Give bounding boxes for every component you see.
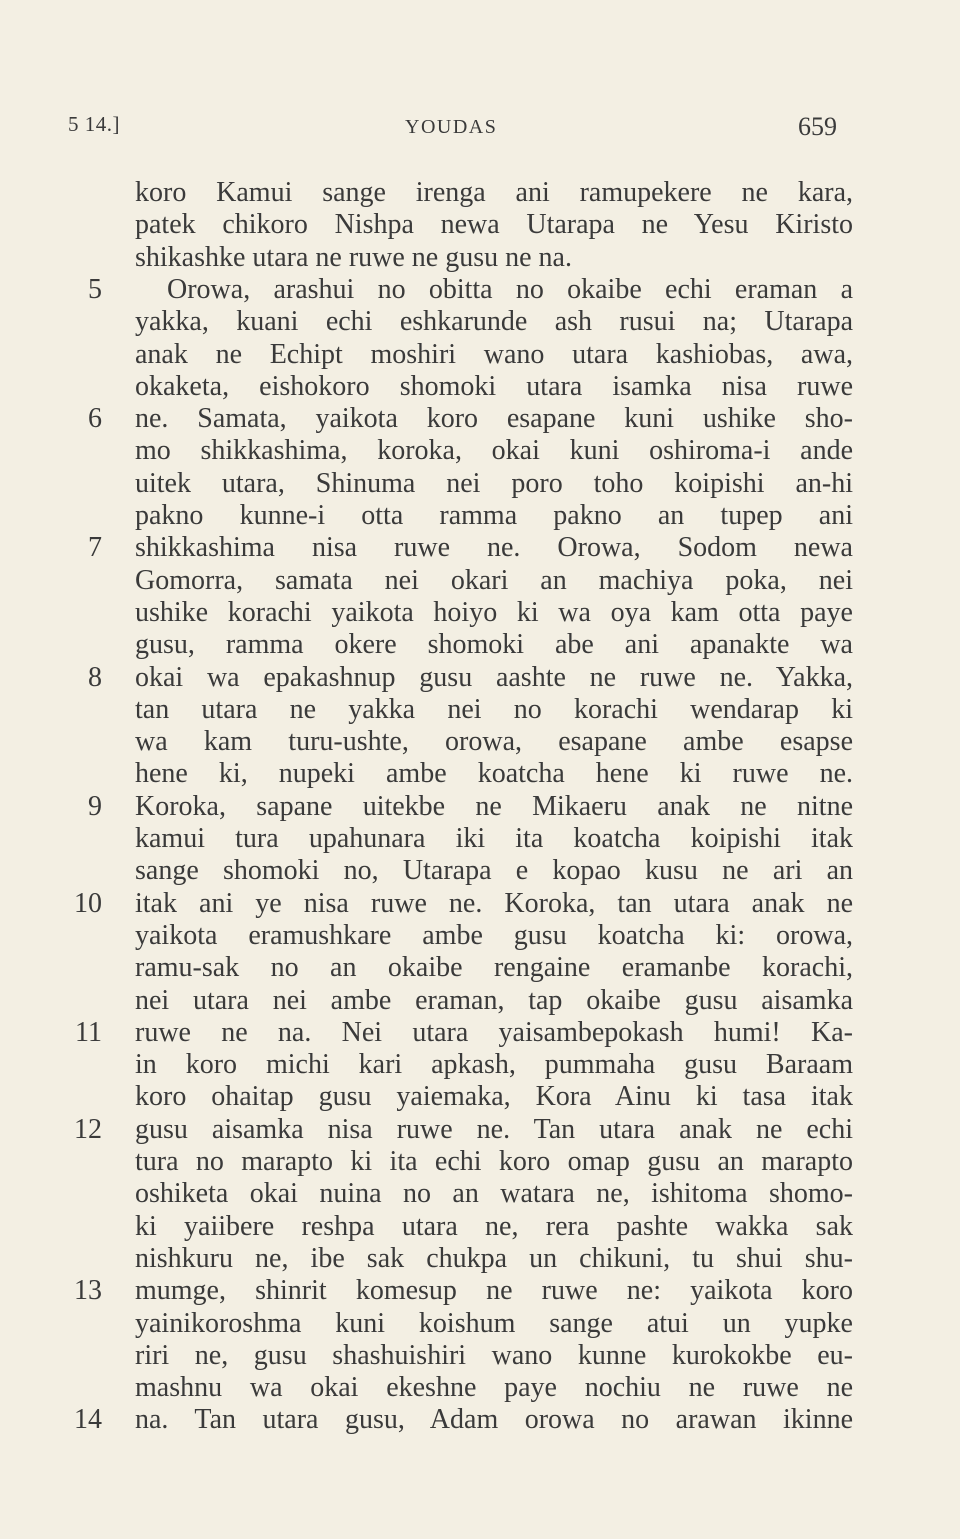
line-text: in koro michi kari apkash, pummaha gusu Baraam xyxy=(135,1049,853,1081)
text-line xyxy=(0,241,960,274)
line-text: na. Tan utara gusu, Adam orowa no arawan ikinne xyxy=(135,1404,853,1436)
line-text: itak ani ye nisa ruwe ne. Koroka, tan utara anak ne xyxy=(135,887,853,919)
text-line xyxy=(0,596,960,629)
line-text: gusu aisamka nisa ruwe ne. Tan utara anak ne echi xyxy=(135,1113,853,1145)
text-line xyxy=(0,531,960,564)
text-line xyxy=(0,1403,960,1436)
line-text: ramu-sak no an okaibe rengaine eramanbe korachi, xyxy=(135,952,853,984)
page-number: 659 xyxy=(798,112,837,141)
line-text: hene ki, nupeki ambe koatcha hene ki ruwe ne. xyxy=(135,758,853,790)
verse-number: 12 xyxy=(74,1113,102,1145)
text-line xyxy=(0,370,960,403)
text-line xyxy=(0,305,960,338)
verse-number: 6 xyxy=(88,403,102,435)
line-text: koro Kamui sange irenga ani ramupekere ne kara, xyxy=(135,177,853,208)
line-text: Gomorra, samata nei okari an machiya poka, nei xyxy=(135,564,853,596)
line-text: wa kam turu-ushte, orowa, esapane ambe esapse xyxy=(135,726,853,758)
line-text: oshiketa okai nuina no an watara ne, ishitoma shomo- xyxy=(135,1178,853,1210)
line-text: yakka, kuani echi eshkarunde ash rusui na; Utarapa xyxy=(135,306,853,338)
text-line xyxy=(0,1145,960,1178)
text-line xyxy=(0,661,960,694)
line-text: uitek utara, Shinuma nei poro toho koipishi an-hi xyxy=(135,467,853,499)
text-line xyxy=(0,757,960,790)
line-text: patek chikoro Nishpa newa Utarapa ne Yesu Kiristo xyxy=(135,209,853,241)
line-text: riri ne, gusu shashuishiri wano kunne kurokokbe eu- xyxy=(135,1339,853,1371)
line-text: nei utara nei ambe eraman, tap okaibe gusu aisamka xyxy=(135,984,853,1016)
text-line xyxy=(0,273,960,306)
text-line xyxy=(0,951,960,984)
running-title: YOUDAS xyxy=(405,116,498,138)
text-line xyxy=(0,725,960,758)
text-line xyxy=(0,1016,960,1049)
line-text: gusu, ramma okere shomoki abe ani apanakte wa xyxy=(135,629,853,661)
line-text: anak ne Echipt moshiri wano utara kashiobas, awa, xyxy=(135,338,853,370)
text-line xyxy=(0,822,960,855)
text-line xyxy=(0,467,960,500)
text-line xyxy=(0,1371,960,1404)
line-text: ruwe ne na. Nei utara yaisambepokash humi! Ka- xyxy=(135,1016,853,1048)
line-text: shikashke utara ne ruwe ne gusu ne na. xyxy=(135,241,572,273)
text-line xyxy=(0,790,960,823)
line-text: koro ohaitap gusu yaiemaka, Kora Ainu ki tasa itak xyxy=(135,1081,853,1113)
line-text: ne. Samata, yaikota koro esapane kuni ushike sho- xyxy=(135,403,853,435)
line-text: nishkuru ne, ibe sak chukpa un chikuni, tu shui shu- xyxy=(135,1242,853,1274)
text-line xyxy=(0,1210,960,1243)
line-text: tan utara ne yakka nei no korachi wendarap ki xyxy=(135,693,853,725)
verse-number: 13 xyxy=(74,1275,102,1307)
line-text: tura no marapto ki ita echi koro omap gusu an marapto xyxy=(135,1146,853,1177)
line-text: Koroka, sapane uitekbe ne Mikaeru anak ne nitne xyxy=(135,790,853,822)
verse-number: 11 xyxy=(75,1016,102,1048)
verse-number: 14 xyxy=(74,1404,102,1436)
line-text: mashnu wa okai ekeshne paye nochiu ne ruwe ne xyxy=(135,1372,853,1404)
text-line xyxy=(0,984,960,1017)
text-line xyxy=(0,434,960,467)
text-line xyxy=(0,338,960,371)
text-line xyxy=(0,919,960,952)
text-line xyxy=(0,628,960,661)
verse-number: 9 xyxy=(88,790,102,822)
line-text: ushike korachi yaikota hoiyo ki wa oya kam otta paye xyxy=(135,596,853,628)
text-line xyxy=(0,1048,960,1081)
text-line xyxy=(0,1274,960,1307)
line-text: okai wa epakashnup gusu aashte ne ruwe ne. Yakka, xyxy=(135,661,853,693)
line-text: mumge, shinrit komesup ne ruwe ne: yaikota koro xyxy=(135,1275,853,1307)
running-header xyxy=(0,112,960,148)
text-line xyxy=(0,1080,960,1113)
line-text: yainikoroshma kuni koishum sange atui un yupke xyxy=(135,1307,853,1339)
line-text: shikkashima nisa ruwe ne. Orowa, Sodom newa xyxy=(135,532,853,564)
text-line xyxy=(0,1307,960,1340)
chapter-reference: 5 14.] xyxy=(68,112,120,136)
text-line xyxy=(0,402,960,435)
text-line xyxy=(0,887,960,920)
line-text: ki yaiibere reshpa utara ne, rera pashte wakka sak xyxy=(135,1210,853,1242)
verse-number: 8 xyxy=(88,661,102,693)
line-text: sange shomoki no, Utarapa e kopao kusu ne ari an xyxy=(135,855,853,887)
text-line xyxy=(0,1113,960,1146)
text-line xyxy=(0,499,960,532)
text-line xyxy=(0,1242,960,1275)
line-text: Orowa, arashui no obitta no okaibe echi eraman a xyxy=(167,273,853,305)
text-line xyxy=(0,693,960,726)
text-line xyxy=(0,1177,960,1210)
verse-number: 7 xyxy=(88,532,102,564)
text-line xyxy=(0,176,960,209)
line-text: okaketa, eishokoro shomoki utara isamka nisa ruwe xyxy=(135,370,853,402)
line-text: pakno kunne-i otta ramma pakno an tupep ani xyxy=(135,500,853,531)
verse-number: 10 xyxy=(74,887,102,919)
text-line xyxy=(0,1339,960,1372)
line-text: kamui tura upahunara iki ita koatcha koipishi itak xyxy=(135,823,853,854)
text-line xyxy=(0,564,960,597)
line-text: mo shikkashima, koroka, okai kuni oshiroma-i ande xyxy=(135,435,853,467)
text-line xyxy=(0,854,960,887)
text-line xyxy=(0,208,960,241)
verse-number: 5 xyxy=(88,273,102,305)
line-text: yaikota eramushkare ambe gusu koatcha ki: orowa, xyxy=(135,919,853,951)
